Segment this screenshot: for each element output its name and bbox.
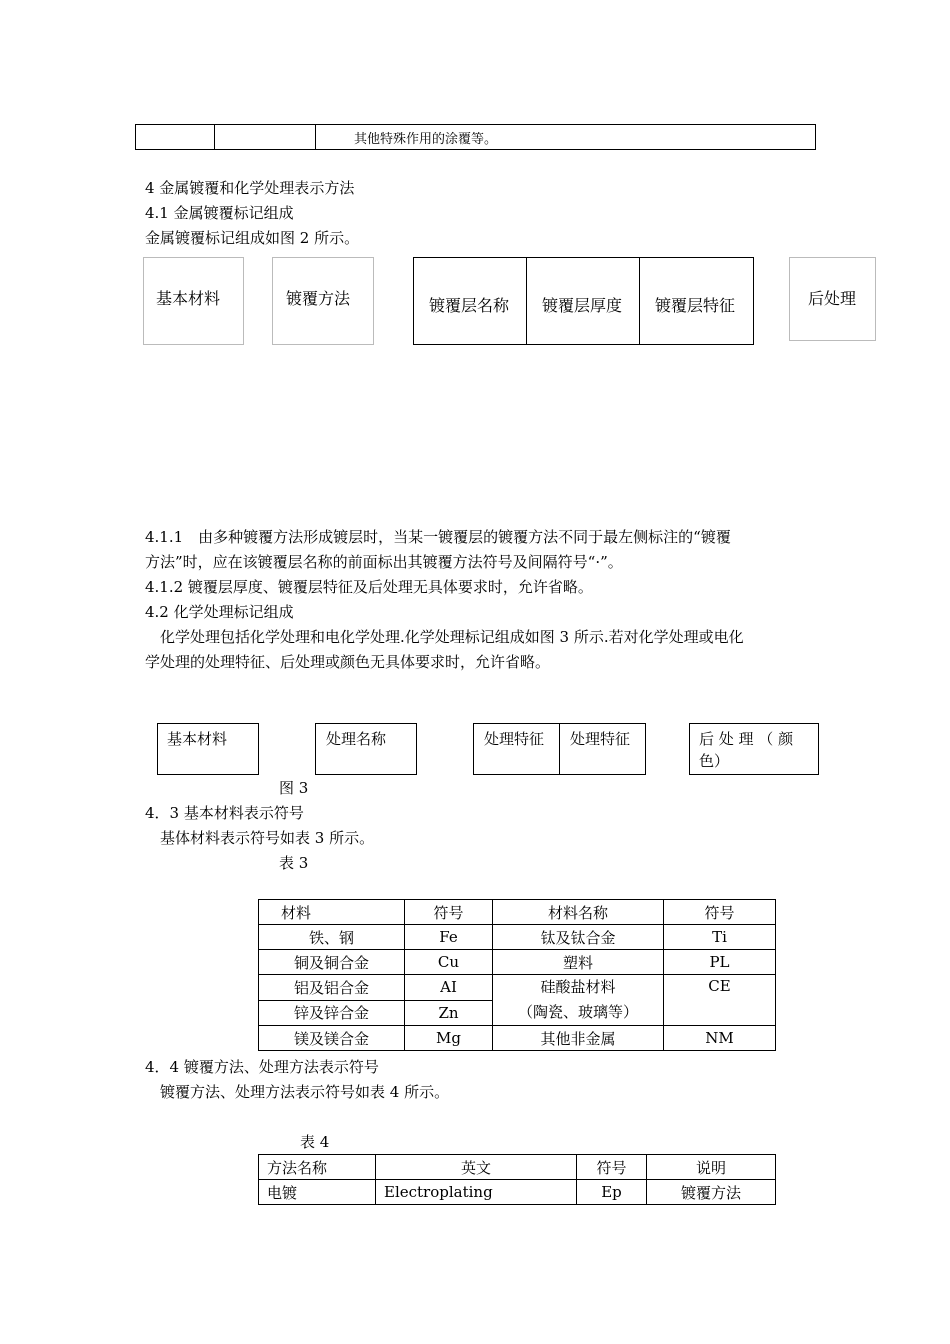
table-row (259, 1026, 776, 1051)
box-label: 基本材料 (156, 289, 221, 308)
paragraph-4-1-2: 4.1.2 镀覆层厚度、镀覆层特征及后处理无具体要求时，允许省略。 (145, 578, 593, 596)
table-header-row (259, 900, 776, 925)
paragraph: 基体材料表示符号如表 3 所示。 (145, 829, 375, 847)
top-table (135, 124, 816, 150)
table-label: 表 3 (279, 854, 309, 872)
table-row (259, 950, 776, 975)
fig3-post-treatment-box (689, 723, 819, 775)
table-cell: 铁、钢 (259, 925, 405, 950)
table-label: 表 4 (300, 1133, 330, 1151)
header-cell: 材料 (259, 900, 405, 925)
paragraph-4-1-1: 4.1.1 由多种镀覆方法形成镀层时，当某一镀覆层的镀覆方法不同于最左侧标注的“镀覆 (145, 528, 731, 546)
paragraph: 镀覆方法、处理方法表示符号如表 4 所示。 (145, 1083, 450, 1101)
fig3-feature-box-1 (473, 723, 560, 775)
header-cell: 符号 (405, 900, 493, 925)
fig3-base-material-box (157, 723, 259, 775)
table-cell: 镀覆方法 (647, 1180, 776, 1205)
box-label: 镀覆方法 (286, 289, 351, 308)
header-cell: 符号 (664, 900, 776, 925)
table-4 (258, 1154, 776, 1205)
table-cell: Cu (405, 950, 493, 975)
header-cell: 说明 (647, 1155, 776, 1180)
paragraph: 金属镀覆标记组成如图 2 所示。 (145, 229, 360, 247)
fig2-post-treatment-box (789, 257, 876, 341)
fig2-layer-name-box (413, 257, 527, 345)
table-cell: 塑料 (493, 950, 664, 975)
table-cell-merged: CE (664, 975, 776, 1026)
box-label: 镀覆层特征 (655, 296, 736, 315)
table-row (136, 125, 816, 150)
table-cell: 镁及镁合金 (259, 1026, 405, 1051)
table-cell: 铜及铜合金 (259, 950, 405, 975)
table-cell: AI (405, 975, 493, 1001)
box-label: 镀覆层厚度 (542, 296, 623, 315)
subsection-heading: 4．3 基本材料表示符号 (145, 804, 304, 822)
cell-line: （陶瓷、玻璃等） (517, 1003, 638, 1021)
table-cell: Fe (405, 925, 493, 950)
box-label: 基本材料 (167, 730, 228, 748)
subsection-heading: 4.1 金属镀覆标记组成 (145, 204, 294, 222)
table-row (259, 1180, 776, 1205)
section-heading: 4 金属镀覆和化学处理表示方法 (145, 179, 355, 197)
header-cell: 英文 (376, 1155, 577, 1180)
box-label: 处理特征 (484, 730, 545, 748)
box-label: 镀覆层名称 (429, 296, 510, 315)
fig3-process-name-box (315, 723, 417, 775)
fig2-layer-feature-box (639, 257, 754, 345)
table-cell: Mg (405, 1026, 493, 1051)
box-label-cont: 色） (699, 752, 730, 770)
header-cell: 符号 (577, 1155, 647, 1180)
paragraph-4-2-cont: 学处理的处理特征、后处理或颜色无具体要求时，允许省略。 (145, 653, 551, 671)
table-cell: NM (664, 1026, 776, 1051)
table-cell: Ti (664, 925, 776, 950)
table-cell (136, 125, 215, 150)
figure-caption: 图 3 (279, 779, 309, 797)
paragraph-4-1-1-cont: 方法”时，应在该镀覆层名称的前面标出其镀覆方法符号及间隔符号“·”。 (145, 553, 623, 571)
table-cell: PL (664, 950, 776, 975)
header-cell: 方法名称 (259, 1155, 376, 1180)
table-cell: Electroplating (376, 1180, 577, 1205)
fig2-plating-method-box (272, 257, 374, 345)
paragraph-4-2: 化学处理包括化学处理和电化学处理.化学处理标记组成如图 3 所示.若对化学处理或电化 (145, 628, 744, 646)
fig2-layer-thickness-box (526, 257, 640, 345)
box-label: 后 处 理 （ 颜 (699, 730, 794, 748)
header-cell: 材料名称 (493, 900, 664, 925)
box-label: 处理名称 (326, 730, 387, 748)
table-header-row (259, 1155, 776, 1180)
table-cell (215, 125, 316, 150)
table-cell: Zn (405, 1000, 493, 1026)
cell-line: 硅酸盐材料 (540, 978, 616, 996)
table-cell: 铝及铝合金 (259, 975, 405, 1001)
table-cell-merged (493, 975, 664, 1026)
table-cell: 其他非金属 (493, 1026, 664, 1051)
table-cell: 锌及锌合金 (259, 1000, 405, 1026)
table-cell: Ep (577, 1180, 647, 1205)
subsection-heading: 4．4 镀覆方法、处理方法表示符号 (145, 1058, 379, 1076)
box-label: 处理特征 (570, 730, 631, 748)
table-3 (258, 899, 776, 1051)
subsection-heading: 4.2 化学处理标记组成 (145, 603, 294, 621)
fig3-feature-box-2 (559, 723, 646, 775)
box-label: 后处理 (808, 289, 857, 308)
table-row (259, 925, 776, 950)
table-cell: 其他特殊作用的涂覆等。 (316, 125, 816, 150)
fig2-base-material-box (143, 257, 244, 345)
table-row (259, 975, 776, 1001)
table-cell: 钛及钛合金 (493, 925, 664, 950)
table-cell: 电镀 (259, 1180, 376, 1205)
